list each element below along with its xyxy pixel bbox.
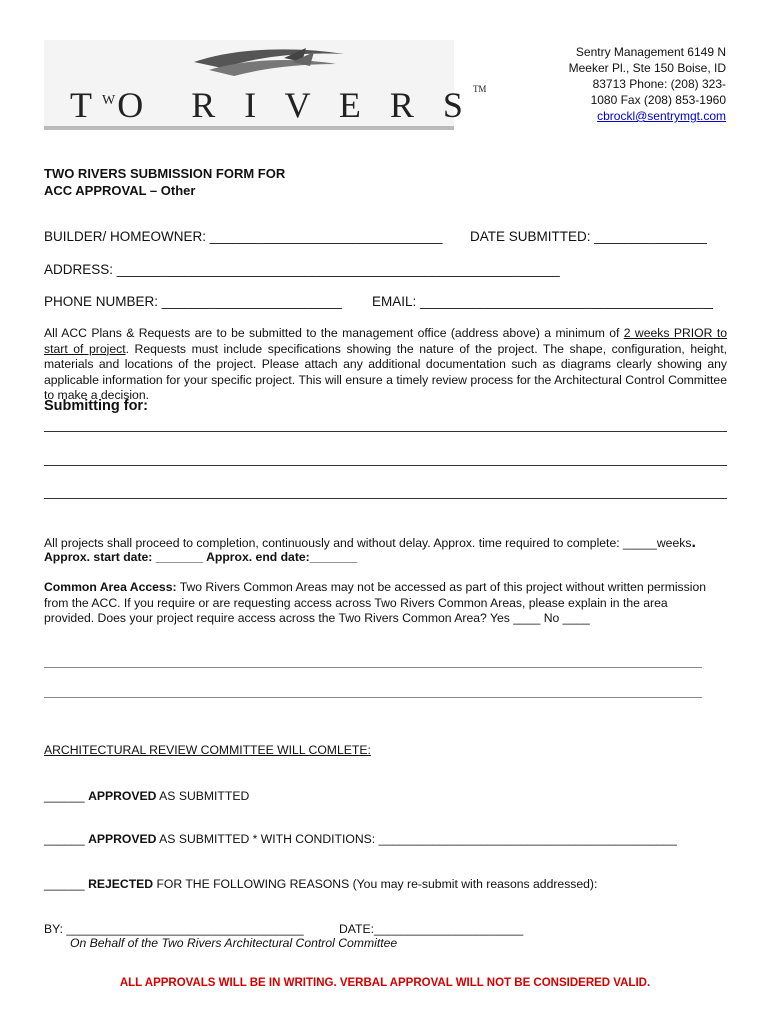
form-title [44, 165, 285, 199]
rejected-rest: FOR THE FOLLOWING REASONS (You may re-submit with reasons addressed): [153, 877, 598, 891]
address-line: 83713 Phone: (208) 323- [592, 77, 726, 91]
committee-heading: ARCHITECTURAL REVIEW COMMITTEE WILL COMLETE: [44, 743, 371, 757]
phone-number-field[interactable]: PHONE NUMBER: ________________________ [44, 294, 342, 309]
signature-by-field[interactable]: BY: ___________________________________ [44, 922, 304, 936]
instructions-text: All ACC Plans & Requests are to be submitted to the management office (address above) a minimum of [44, 326, 624, 340]
submitting-for-line-1[interactable] [44, 431, 727, 432]
rejected-option[interactable] [44, 877, 597, 891]
submitting-for-line-2[interactable] [44, 465, 727, 466]
checkbox-blank[interactable]: ______ [44, 877, 89, 891]
start-end-date-field[interactable]: Approx. start date: _______ Approx. end date:_______ [44, 550, 358, 564]
approved-label: APPROVED [88, 789, 157, 803]
common-area-line-1[interactable] [44, 667, 702, 668]
common-area-line-2[interactable] [44, 697, 702, 698]
trademark: TM [472, 84, 487, 94]
email-field[interactable]: EMAIL: _______________________________________ [372, 294, 713, 309]
conditions-rest: AS SUBMITTED * WITH CONDITIONS: ____________________________________________ [156, 832, 677, 846]
common-area-paragraph [44, 580, 714, 627]
title-line-1: TWO RIVERS SUBMISSION FORM FOR [44, 166, 286, 181]
email-link[interactable]: cbrockl@sentrymgt.com [597, 109, 726, 123]
approved-rest: AS SUBMITTED [156, 789, 250, 803]
logo-wordmark: $T^WO$ R I V E R S™ [70, 84, 487, 125]
address-field[interactable]: ADDRESS: ___________________________________________________________ [44, 262, 560, 277]
approved-with-conditions-option[interactable] [44, 832, 677, 846]
completion-text: All projects shall proceed to completion, continuously and without delay. Approx. time required to complete: _____weeks [44, 536, 692, 550]
contact-address [556, 44, 726, 124]
checkbox-blank[interactable]: ______ [44, 789, 89, 803]
submitting-for-line-3[interactable] [44, 498, 727, 499]
checkbox-blank[interactable]: ______ [44, 832, 89, 846]
common-area-label: Common Area Access: [44, 580, 177, 594]
signature-date-field[interactable]: DATE:______________________ [339, 922, 524, 936]
title-line-2: ACC APPROVAL – Other [44, 183, 196, 198]
approved-label: APPROVED [88, 832, 157, 846]
address-line: Meeker Pl., Ste 150 Boise, ID [568, 61, 726, 75]
submitting-for-label: Submitting for: [44, 398, 148, 414]
rejected-label: REJECTED [88, 877, 154, 891]
instructions-text: . Requests must include specifications showing the nature of the project. The shape, configuration, height, materials and locations of the project. Please attach any additional documentation such as diagrams clearly showing any applicable information for your specific project. This will ensure a timely review process for the Architectural Control Committee to make a decision. [44, 341, 727, 402]
on-behalf-text: On Behalf of the Two Rivers Architectural Control Committee [70, 936, 398, 950]
builder-homeowner-field[interactable]: BUILDER/ HOMEOWNER: _______________________________ [44, 229, 443, 244]
date-submitted-field[interactable]: DATE SUBMITTED: _______________ [470, 229, 707, 244]
approved-option[interactable] [44, 789, 249, 803]
common-area-text: Two Rivers Common Areas may not be accessed as part of this project without written permission from the ACC. If you require or are requesting access across Two Rivers Common Areas, please explain in the area provided. Does your project require access across the Two Rivers Common Area? Yes ____ No ____ [44, 580, 707, 625]
address-line: Sentry Management 6149 N [575, 45, 726, 59]
address-line: 1080 Fax (208) 853-1960 [590, 93, 726, 107]
instructions-deadline: 2 weeks PRIOR to start of project [44, 326, 727, 356]
footer-notice: ALL APPROVALS WILL BE IN WRITING. VERBAL APPROVAL WILL NOT BE CONSIDERED VALID. [119, 977, 651, 989]
instructions-paragraph [44, 326, 727, 404]
completion-period: . [691, 534, 696, 551]
